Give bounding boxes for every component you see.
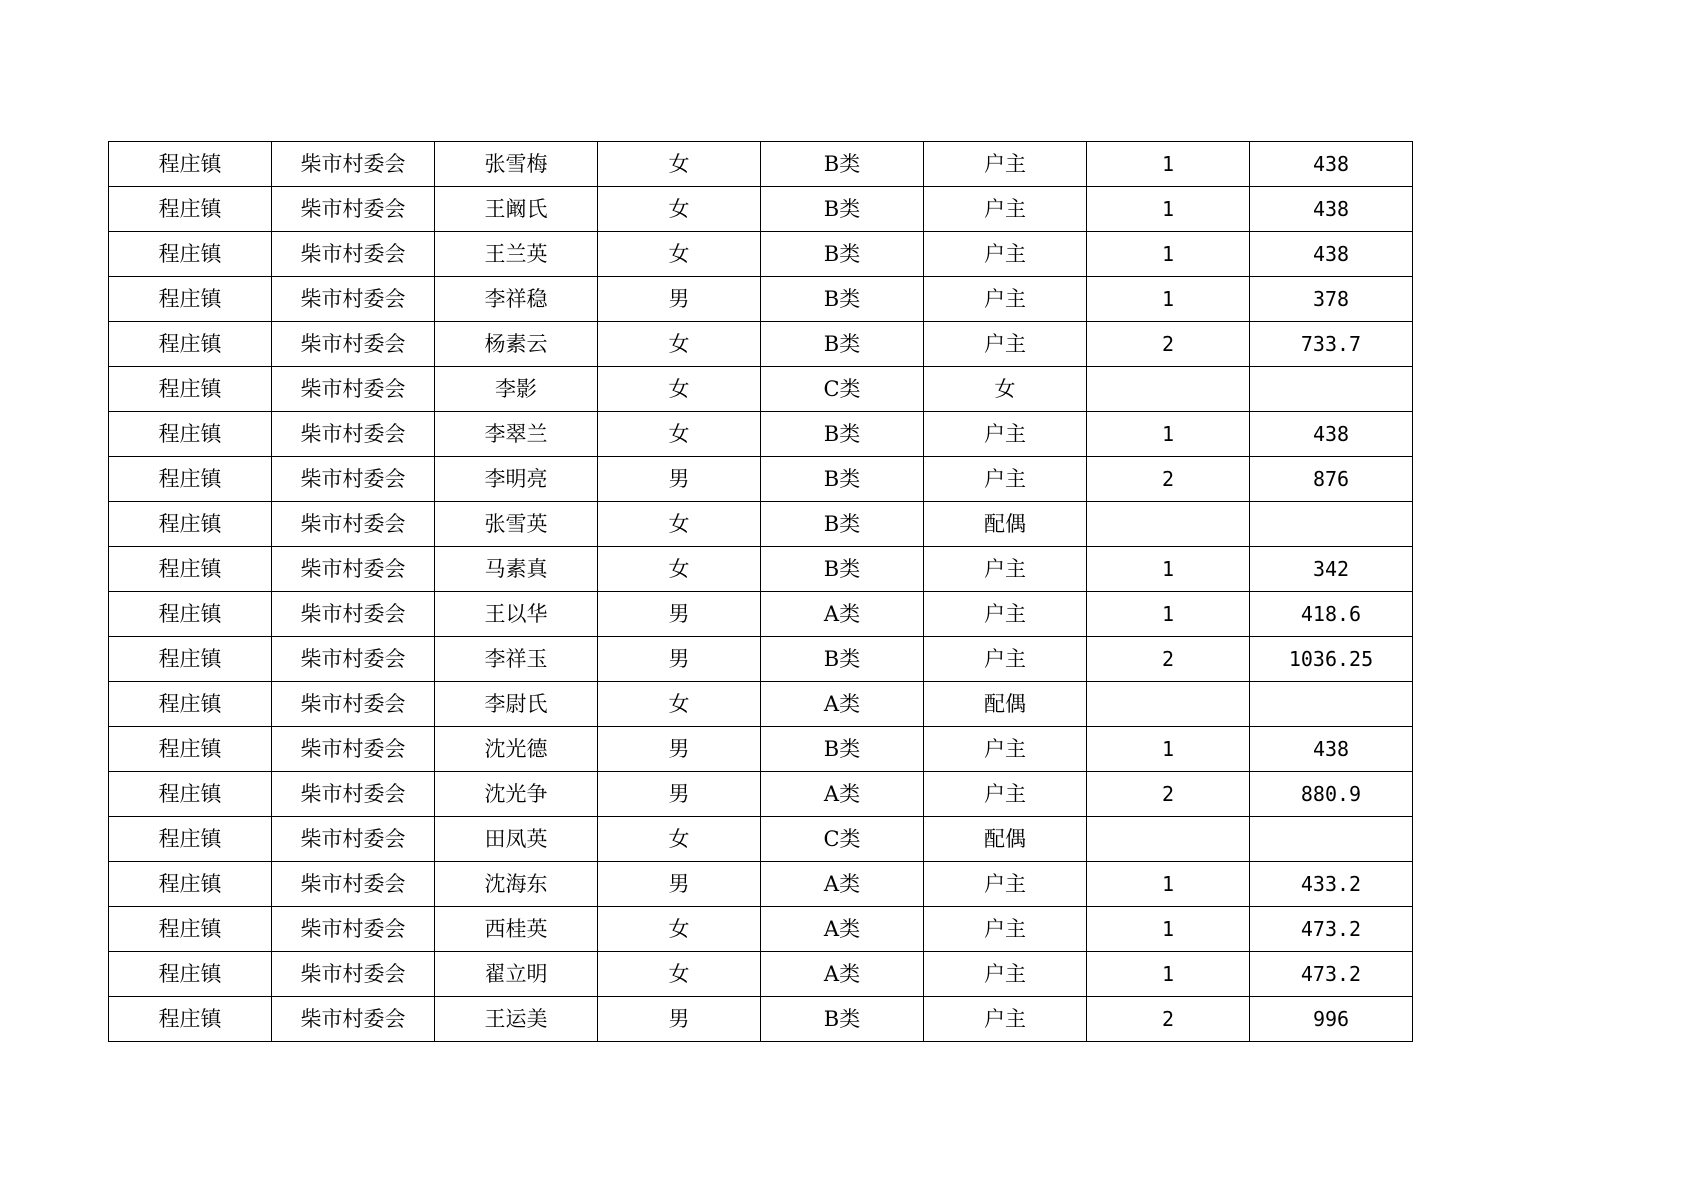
gender-cell: 女 (598, 952, 761, 997)
gender-cell: 女 (598, 232, 761, 277)
town-cell: 程庄镇 (109, 952, 272, 997)
name-cell: 李祥玉 (435, 637, 598, 682)
town-cell: 程庄镇 (109, 862, 272, 907)
town-cell: 程庄镇 (109, 232, 272, 277)
name-cell: 田凤英 (435, 817, 598, 862)
household-size-cell: 1 (1087, 952, 1250, 997)
category-cell: B类 (761, 457, 924, 502)
amount-cell: 438 (1250, 727, 1413, 772)
name-cell: 李明亮 (435, 457, 598, 502)
town-cell: 程庄镇 (109, 907, 272, 952)
name-cell: 王兰英 (435, 232, 598, 277)
town-cell: 程庄镇 (109, 367, 272, 412)
amount-cell (1250, 502, 1413, 547)
village-committee-cell: 柴市村委会 (272, 322, 435, 367)
amount-cell (1250, 682, 1413, 727)
gender-cell: 女 (598, 547, 761, 592)
document-page (108, 141, 1413, 1042)
household-size-cell: 2 (1087, 637, 1250, 682)
household-size-cell: 1 (1087, 232, 1250, 277)
gender-cell: 女 (598, 682, 761, 727)
category-cell: B类 (761, 502, 924, 547)
relation-cell: 户主 (924, 277, 1087, 322)
town-cell: 程庄镇 (109, 997, 272, 1042)
name-cell: 沈光争 (435, 772, 598, 817)
name-cell: 张雪梅 (435, 142, 598, 187)
household-size-cell: 2 (1087, 772, 1250, 817)
name-cell: 杨素云 (435, 322, 598, 367)
amount-cell: 433.2 (1250, 862, 1413, 907)
relation-cell: 女 (924, 367, 1087, 412)
village-committee-cell: 柴市村委会 (272, 907, 435, 952)
relation-cell: 户主 (924, 322, 1087, 367)
amount-cell (1250, 817, 1413, 862)
gender-cell: 男 (598, 637, 761, 682)
amount-cell: 1036.25 (1250, 637, 1413, 682)
gender-cell: 女 (598, 322, 761, 367)
village-committee-cell: 柴市村委会 (272, 772, 435, 817)
village-committee-cell: 柴市村委会 (272, 817, 435, 862)
village-committee-cell: 柴市村委会 (272, 412, 435, 457)
household-size-cell: 1 (1087, 277, 1250, 322)
category-cell: B类 (761, 727, 924, 772)
amount-cell: 880.9 (1250, 772, 1413, 817)
table-row (109, 232, 1413, 277)
table-row (109, 187, 1413, 232)
category-cell: B类 (761, 412, 924, 457)
village-committee-cell: 柴市村委会 (272, 547, 435, 592)
town-cell: 程庄镇 (109, 547, 272, 592)
category-cell: A类 (761, 682, 924, 727)
name-cell: 王阚氏 (435, 187, 598, 232)
category-cell: B类 (761, 547, 924, 592)
village-committee-cell: 柴市村委会 (272, 997, 435, 1042)
table-row (109, 367, 1413, 412)
category-cell: B类 (761, 232, 924, 277)
category-cell: B类 (761, 637, 924, 682)
household-size-cell: 1 (1087, 727, 1250, 772)
amount-cell: 378 (1250, 277, 1413, 322)
relation-cell: 户主 (924, 412, 1087, 457)
gender-cell: 男 (598, 457, 761, 502)
household-size-cell: 1 (1087, 142, 1250, 187)
table-row (109, 817, 1413, 862)
town-cell: 程庄镇 (109, 817, 272, 862)
table-row (109, 457, 1413, 502)
relation-cell: 户主 (924, 997, 1087, 1042)
relation-cell: 户主 (924, 592, 1087, 637)
household-size-cell: 1 (1087, 412, 1250, 457)
name-cell: 王运美 (435, 997, 598, 1042)
relation-cell: 配偶 (924, 502, 1087, 547)
table-body (109, 142, 1413, 1042)
category-cell: B类 (761, 322, 924, 367)
amount-cell: 438 (1250, 142, 1413, 187)
table-row (109, 862, 1413, 907)
category-cell: C类 (761, 817, 924, 862)
name-cell: 李尉氏 (435, 682, 598, 727)
village-committee-cell: 柴市村委会 (272, 952, 435, 997)
village-committee-cell: 柴市村委会 (272, 457, 435, 502)
town-cell: 程庄镇 (109, 187, 272, 232)
town-cell: 程庄镇 (109, 457, 272, 502)
village-committee-cell: 柴市村委会 (272, 142, 435, 187)
household-size-cell: 1 (1087, 862, 1250, 907)
table-row (109, 322, 1413, 367)
relation-cell: 户主 (924, 772, 1087, 817)
name-cell: 沈海东 (435, 862, 598, 907)
table-row (109, 727, 1413, 772)
gender-cell: 女 (598, 907, 761, 952)
household-size-cell: 1 (1087, 907, 1250, 952)
amount-cell: 342 (1250, 547, 1413, 592)
amount-cell: 473.2 (1250, 952, 1413, 997)
household-size-cell: 1 (1087, 592, 1250, 637)
household-size-cell (1087, 502, 1250, 547)
table-row (109, 142, 1413, 187)
name-cell: 翟立明 (435, 952, 598, 997)
village-committee-cell: 柴市村委会 (272, 592, 435, 637)
category-cell: A类 (761, 592, 924, 637)
category-cell: A类 (761, 862, 924, 907)
gender-cell: 男 (598, 772, 761, 817)
gender-cell: 女 (598, 142, 761, 187)
gender-cell: 男 (598, 592, 761, 637)
village-committee-cell: 柴市村委会 (272, 367, 435, 412)
gender-cell: 女 (598, 367, 761, 412)
name-cell: 李翠兰 (435, 412, 598, 457)
relation-cell: 户主 (924, 952, 1087, 997)
category-cell: A类 (761, 952, 924, 997)
town-cell: 程庄镇 (109, 322, 272, 367)
table-row (109, 682, 1413, 727)
gender-cell: 女 (598, 817, 761, 862)
category-cell: B类 (761, 142, 924, 187)
town-cell: 程庄镇 (109, 772, 272, 817)
category-cell: B类 (761, 997, 924, 1042)
amount-cell: 996 (1250, 997, 1413, 1042)
town-cell: 程庄镇 (109, 412, 272, 457)
village-committee-cell: 柴市村委会 (272, 277, 435, 322)
table-row (109, 772, 1413, 817)
table-row (109, 412, 1413, 457)
name-cell: 李影 (435, 367, 598, 412)
table-row (109, 907, 1413, 952)
table-row (109, 997, 1413, 1042)
gender-cell: 男 (598, 862, 761, 907)
gender-cell: 女 (598, 187, 761, 232)
amount-cell: 438 (1250, 412, 1413, 457)
town-cell: 程庄镇 (109, 637, 272, 682)
town-cell: 程庄镇 (109, 592, 272, 637)
name-cell: 马素真 (435, 547, 598, 592)
name-cell: 西桂英 (435, 907, 598, 952)
village-committee-cell: 柴市村委会 (272, 862, 435, 907)
category-cell: A类 (761, 772, 924, 817)
household-size-cell: 2 (1087, 997, 1250, 1042)
household-size-cell (1087, 682, 1250, 727)
category-cell: A类 (761, 907, 924, 952)
household-size-cell (1087, 817, 1250, 862)
village-committee-cell: 柴市村委会 (272, 187, 435, 232)
relation-cell: 户主 (924, 187, 1087, 232)
table-row (109, 592, 1413, 637)
village-committee-cell: 柴市村委会 (272, 232, 435, 277)
name-cell: 王以华 (435, 592, 598, 637)
village-committee-cell: 柴市村委会 (272, 502, 435, 547)
town-cell: 程庄镇 (109, 277, 272, 322)
gender-cell: 男 (598, 727, 761, 772)
amount-cell: 418.6 (1250, 592, 1413, 637)
category-cell: C类 (761, 367, 924, 412)
amount-cell: 876 (1250, 457, 1413, 502)
name-cell: 沈光德 (435, 727, 598, 772)
table-row (109, 502, 1413, 547)
village-committee-cell: 柴市村委会 (272, 682, 435, 727)
table-row (109, 952, 1413, 997)
relation-cell: 户主 (924, 142, 1087, 187)
name-cell: 李祥稳 (435, 277, 598, 322)
village-committee-cell: 柴市村委会 (272, 637, 435, 682)
amount-cell: 473.2 (1250, 907, 1413, 952)
relation-cell: 户主 (924, 907, 1087, 952)
gender-cell: 女 (598, 502, 761, 547)
household-size-cell (1087, 367, 1250, 412)
gender-cell: 男 (598, 277, 761, 322)
relation-cell: 户主 (924, 727, 1087, 772)
relation-cell: 户主 (924, 457, 1087, 502)
amount-cell: 438 (1250, 232, 1413, 277)
relation-cell: 配偶 (924, 817, 1087, 862)
gender-cell: 女 (598, 412, 761, 457)
category-cell: B类 (761, 277, 924, 322)
category-cell: B类 (761, 187, 924, 232)
amount-cell (1250, 367, 1413, 412)
household-size-cell: 1 (1087, 187, 1250, 232)
relation-cell: 户主 (924, 547, 1087, 592)
town-cell: 程庄镇 (109, 142, 272, 187)
household-size-cell: 2 (1087, 322, 1250, 367)
name-cell: 张雪英 (435, 502, 598, 547)
town-cell: 程庄镇 (109, 727, 272, 772)
relation-cell: 配偶 (924, 682, 1087, 727)
amount-cell: 438 (1250, 187, 1413, 232)
data-table (108, 141, 1413, 1042)
relation-cell: 户主 (924, 232, 1087, 277)
table-row (109, 547, 1413, 592)
amount-cell: 733.7 (1250, 322, 1413, 367)
village-committee-cell: 柴市村委会 (272, 727, 435, 772)
relation-cell: 户主 (924, 862, 1087, 907)
gender-cell: 男 (598, 997, 761, 1042)
relation-cell: 户主 (924, 637, 1087, 682)
household-size-cell: 2 (1087, 457, 1250, 502)
table-row (109, 637, 1413, 682)
town-cell: 程庄镇 (109, 502, 272, 547)
household-size-cell: 1 (1087, 547, 1250, 592)
table-row (109, 277, 1413, 322)
town-cell: 程庄镇 (109, 682, 272, 727)
